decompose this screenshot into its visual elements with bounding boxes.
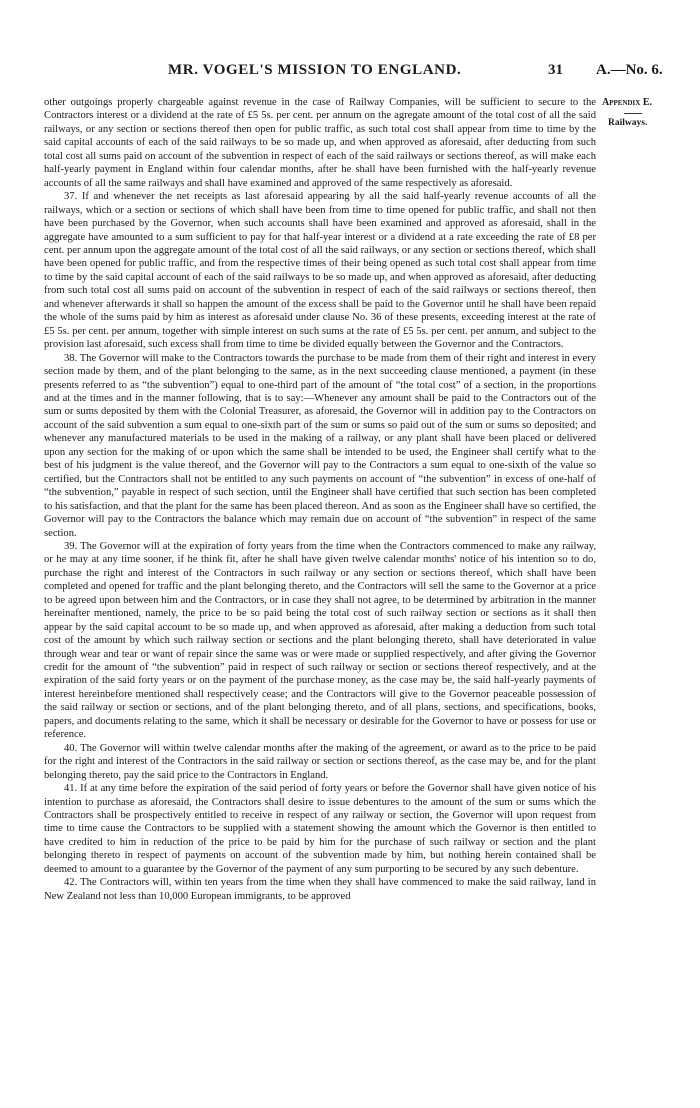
margin-rule [624,113,642,114]
clause-42: 42. The Contractors will, within ten years from the time when they shall have commenced to make the said railway, land in New Zealand not less than 10,000 European immigrants, to be approved [44,877,596,902]
appendix-label: Appendix E. [602,97,653,108]
clause-41: 41. If at any time before the expiration of the said period of forty years or before the Governor shall have given notice of his intention to purchase as aforesaid, the Contractors shall desire to issue debentures to the amount of the sum or sums which the Contractors shall be prospectively entitled to receive in respect of any railway or section, the Governor will upon request from time to time cause the Contractors to be supplied with a statement showing the amount which the Governor is then entitled to have credited to him in reduction of the price to be paid by him for the purchase of such railway or section and the plant belonging thereto in respect of payments on account of the subvention made by him, but nothing herein contained shall be deemed to amount to a guarantee by the Governor of the payment of any sum purporting to be secured by any such debenture. [44,783,596,875]
paragraph-continuation: other outgoings properly chargeable against revenue in the case of Railway Companies, will be sufficient to secure to the Contractors interest or a dividend at the rate of £5 5s. per cent. per annum on the agregate amount of the total cost of all the said railways, or any section or sections thereof then open for public traffic, as such total cost shall appear from time to time by the said capital accounts of each of the said railways to be so made up, and when approved as aforesaid, after deducting from such total cost all sums paid on account of the subvention in respect of each of the said railways or sections thereof, as will make each half-yearly payment in England within four calendar months, after he shall have been furnished with the half-yearly revenue accounts of all the same railways and shall have examined and approved of the same respectively as aforesaid. [44,97,596,189]
document-reference: A.—No. 6. [596,62,663,78]
running-title: MR. VOGEL'S MISSION TO ENGLAND. [168,62,462,78]
clause-37: 37. If and whenever the net receipts as last aforesaid appearing by all the said half-yearly revenue accounts of all the railways, which or a section or sections of which shall have been from time to time opened for public traffic, and shall not then have been purchased by the Governor, when such accounts shall have been examined and approved as aforesaid, shall in the aggregate have amounted to a sum sufficient to pay for that half-year interest or a dividend at a rate exceeding the rate of £8 per cent. per annum upon the aggregate amount of the total cost of all the said railways, or any section or sections thereof, which shall have been opened for public traffic, and from the respective times of their being opened as such total cost shall appear from time to time by the said capital account of each of the said railways to be so made up, and when approved as aforesaid, after deducting from such total cost all sums paid on account of the subvention in respect of each of the said railways or sections thereof, then and whenever afterwards it shall so happen the amount of the excess shall be paid to the Governor until he shall have been repaid the whole of the sums paid by him as interest as aforesaid under clause No. 36 of these presents, exceeding interest at the rate of £5 5s. per cent. per annum, together with simple interest on such sums at the rate of £5 5s. per cent. per annum, and subject to the provision last aforesaid, such excess shall from time to time be divided equally between the Governor and the Contractors. [44,191,596,351]
page-header [0,62,700,84]
clause-39: 39. The Governor will at the expiration of forty years from the time when the Contractors commenced to make any railway, or he may at any time sooner, if he think fit, after he shall have given twelve calendar months' notice of his intention so to do, purchase the right and interest of the Contractors in such railway or any section or sections thereof, which shall have been completed and opened for traffic and the plant belonging thereto, and the Contractors will sell the same to the Governor at a price to be agreed upon between him and the Contractors, or in case they shall not agree, to be determined by arbitration in the manner hereinafter mentioned, namely, the price to be so paid being the total cost of such railway section or sections as it shall then appear by the said capital account to be so made up, and when approved as aforesaid, after making a deduction from such total cost of the amount by which such railway section or sections and the plant belonging thereto, shall have deteriorated in value through wear and tear or want of repair since the same was or were made or supplied respectively, and after giving the Governor credit for the amount of “the subvention” paid in respect of such railway or section or sections thereof respectively, and at the expiration of the said forty years or on the payment of the purchase money, as the case may be, the said half-yearly payments of interest hereinbefore mentioned shall respectively cease; and the Contractors will give to the Governor peaceable possession of the said railway or section or sections, and of the plant belonging thereto, and of all plans, sections, and specifications, books, papers, and documents relating to the same, which it shall be necessary or desirable for the Governor to have or possess for use or reference. [44,540,596,741]
section-label: Railways. [608,118,648,128]
margin-note [602,96,694,130]
clause-38: 38. The Governor will make to the Contractors towards the purchase to be made from them of their right and interest in every section made by them, and of the plant belonging to the same, as in the next succeeding clause mentioned, a payment (in these presents referred to as “the subvention”) equal to one-third part of the amount of “the total cost” of a section, in the proportions and at the times and in the manner following, that is to say:—Whenever any amount shall be paid to the Contractors out of the sum or sums deposited by them with the Colonial Treasurer, as aforesaid, the Governor will in addition pay to the Contractors on account of the said subvention a sum equal to one-sixth part of the sum or sums so paid out of the sum or sums so deposited; and whenever any manufactured materials to be used in the making of a railway, or any plant shall have been placed or delivered upon any section for the making of or upon which the same shall be intended to be used, the Engineer shall certify what to the best of his judgment is the value thereof, and the Governor will pay to the Contractors a sum equal to one-sixth of the value so certified, but the Contractors shall not be entitled to any such payments on account of “the subvention” in excess of one-half of “the subvention,” payable in respect of such section, until the Engineer shall have certified that such section has been completed to his satisfaction, and that the plant for the same has been placed thereon. And as soon as the Engineer shall have so certified, the Governor will pay to the Contractors the balance which may remain due on account of “the subvention” in respect of the same section. [44,352,596,539]
page-number: 31 [548,62,563,78]
clause-40: 40. The Governor will within twelve calendar months after the making of the agreement, or award as to the price to be paid for the right and interest of the Contractors in the said railway or section or sections thereof, as the case may be, and for the plant belonging thereto, pay the said price to the Contractors in England. [44,742,596,781]
body-text [44,96,596,1096]
